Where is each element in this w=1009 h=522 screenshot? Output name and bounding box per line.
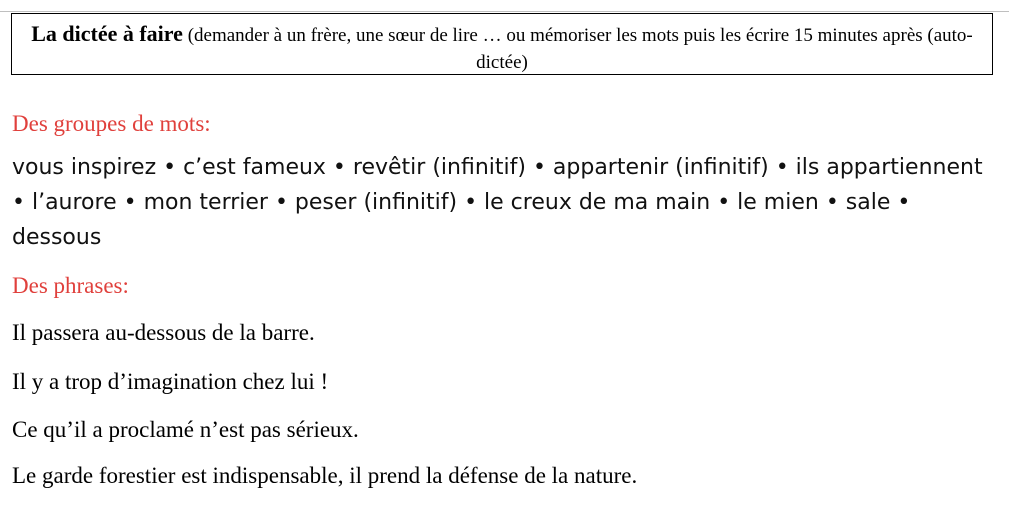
sentence-item: Il y a trop d’imagination chez lui ! [12, 369, 329, 394]
sentence-item: Il passera au-dessous de la barre. [12, 320, 315, 345]
page-top-rule [0, 11, 1009, 12]
word-groups-heading: Des groupes de mots: [12, 111, 211, 136]
sentences-heading: Des phrases: [12, 273, 129, 298]
dictation-instructions: (demander à un frère, une sœur de lire … ou mémoriser les mots puis les écrire 15 minutes après (auto-dictée) [187, 25, 973, 73]
word-groups-list: vous inspirez • c’est fameux • revêtir (infinitif) • appartenir (infinitif) • ils appartiennent • l’aurore • mon terrier • peser (infinitif) • le creux de ma main • le mien • sale • dessous [12, 155, 983, 250]
dictation-title: La dictée à faire [31, 21, 183, 46]
dictation-title-box [11, 13, 993, 75]
sentence-item: Le garde forestier est indispensable, il prend la défense de la nature. [12, 463, 638, 488]
sentence-item: Ce qu’il a proclamé n’est pas sérieux. [12, 417, 359, 442]
